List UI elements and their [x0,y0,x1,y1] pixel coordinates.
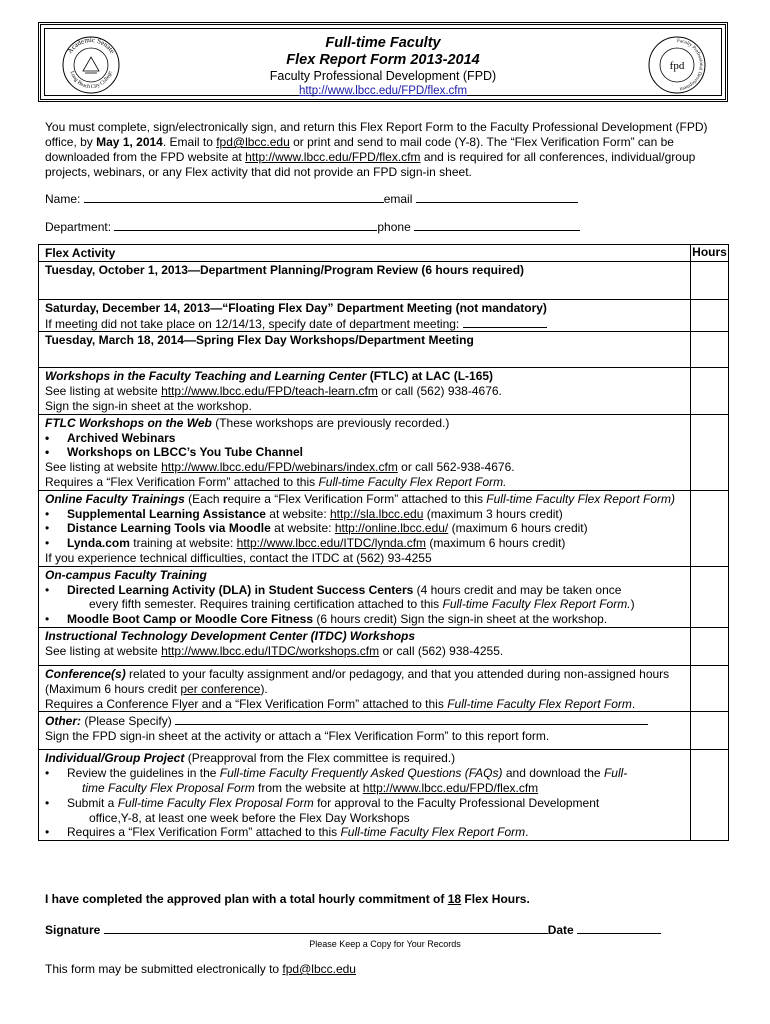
seal-right-ring-text: Faculty Professional Development [676,38,703,91]
project-report-form-name: Full-time Faculty Flex Report Form [340,825,526,840]
table-row [39,665,729,711]
activity-conferences [39,665,691,711]
floating-flex-day-line [45,316,685,332]
activity-spring-flex-day [39,332,691,368]
submit-text: This form may be submitted electronically to [45,962,283,976]
other-specify-field[interactable] [175,713,648,725]
submit-note [45,962,356,977]
itdc-title: Instructional Technology Development Center (ITDC) Workshops [45,628,416,643]
hours-cell-spring-flex-day[interactable] [691,332,729,368]
seal-left-top-text: Academic Senate [65,35,117,56]
table-row [39,261,729,299]
dla-requirement-text: every fifth semester. Requires training certification attached to this [89,597,443,612]
activity-individual-group-project [39,750,691,841]
sla-at-text: at website: [265,506,330,521]
ftlc-title: Workshops in the Faculty Teaching and Learning Center [45,369,367,384]
project-period: . [525,825,529,840]
other-title: Other: [45,714,81,729]
youtube-channel-item: • Workshops on LBCC’s You Tube Channel [45,445,685,460]
moodle-bootcamp-text: (6 hours credit) Sign the sign-in sheet at the workshop. [313,612,608,627]
sla-title: Supplemental Learning Assistance [67,506,266,521]
department-phone-row [45,219,580,235]
form-header [38,22,728,102]
project-requires-text: Requires a “Flex Verification Form” attached to this [67,825,341,840]
table-row [39,414,729,490]
activity-floating-flex-day [39,299,691,332]
project-preapproval-text: (Preapproval from the Flex committee is required.) [184,751,456,766]
fpd-seal [647,35,707,95]
archived-webinars-item: • Archived Webinars [45,431,685,446]
project-review-text: Review the guidelines in the [67,766,220,781]
spring-flex-day-text: Tuesday, March 18, 2014—Spring Flex Day Workshops/Department Meeting [45,333,474,348]
lynda-credit-text: (maximum 6 hours credit) [426,536,566,551]
seal-left-bottom-text: Long Beach City College [68,70,114,91]
submit-email-link[interactable]: fpd@lbcc.edu [282,962,356,976]
commitment-text-end: Flex Hours. [461,892,530,906]
webinars-form-name: Full-time Faculty Flex Report Form. [318,474,507,489]
floating-flex-day-text: If meeting did not take place on 12/14/13, specify date of department meeting: [45,316,463,331]
itdc-url-link[interactable]: http://www.lbcc.edu/ITDC/workshops.cfm [161,643,380,658]
hours-cell-floating-flex-day[interactable] [691,299,729,332]
project-proposal-form-name: Full-time Faculty Flex Proposal Form [117,795,314,810]
activity-online-trainings [39,490,691,566]
ftlc-web-title: FTLC Workshops on the Web [45,415,212,430]
activity-itdc-workshops [39,627,691,665]
moodle-tools-title: Distance Learning Tools via Moodle [67,521,271,536]
sla-credit-text: (maximum 3 hours credit) [423,506,563,521]
webinars-requires-text: Requires a “Flex Verification Form” attached to this [45,474,319,489]
lynda-at-text: training at website: [129,536,237,551]
signature-field[interactable] [104,922,548,934]
phone-label: phone [377,220,411,234]
table-row [39,490,729,566]
ftlc-sign-in-text: Sign the sign-in sheet at the workshop. [45,398,252,413]
table-row [39,566,729,627]
project-proposal-name-b: time Faculty Flex Proposal Form [82,780,255,795]
project-proposal-name-a: Full- [603,766,628,781]
table-header-row [39,245,729,262]
online-trainings-title: Online Faculty Trainings [45,491,185,506]
dla-title: Directed Learning Activity (DLA) in Student Success Centers [67,582,414,597]
project-submit-text: Submit a [67,795,118,810]
total-hours-value: 18 [447,892,462,906]
conferences-close: ). [260,681,268,696]
ftlc-location: (FTLC) at LAC (L-165) [366,369,494,384]
signature-label: Signature [45,923,101,937]
lynda-url-link[interactable]: http://www.lbcc.edu/ITDC/lynda.cfm [236,536,427,551]
activity-planning-day-text: Tuesday, October 1, 2013—Department Planning/Program Review (6 hours required) [45,262,525,277]
conferences-period: . [631,696,636,711]
hours-cell-itdc-workshops[interactable] [691,627,729,665]
conferences-form-name: Full-time Faculty Flex Report Form [447,696,632,711]
meeting-date-field[interactable] [463,316,547,328]
table-row [39,368,729,414]
header-url-link[interactable]: http://www.lbcc.edu/FPD/flex.cfm [298,85,468,97]
hours-cell-conferences[interactable] [691,665,729,711]
intro-text-1: You must complete, sign/electronically sign, and return this Flex Report Form to the Faculty Professional Development (FPD) office, by [45,120,708,149]
activity-ftlc-web [39,414,691,490]
activity-on-campus-training [39,566,691,627]
moodle-bootcamp-title: Moodle Boot Camp or Moodle Core Fitness [67,612,314,627]
conferences-requires-text: Requires a Conference Flyer and a “Flex Verification Form” attached to this [45,696,448,711]
intro-text-4: and is required for all conferences, individual/group projects, webinars, or any Flex activity that did not provide an FPD sign-in sheet. [45,150,696,179]
project-url-link[interactable]: http://www.lbcc.edu/FPD/flex.cfm [362,780,539,795]
flex-activity-table [38,244,729,841]
phone-field[interactable] [414,219,580,231]
form-title-line2: Flex Report Form 2013-2014 [286,52,480,68]
deadline: May 1, 2014 [96,135,163,149]
online-trainings-note-a: (Each [184,491,223,506]
sla-url-link[interactable]: http://sla.lbcc.edu [329,506,424,521]
date-label: Date [547,923,574,937]
department-field[interactable] [114,219,377,231]
intro-url-link[interactable]: http://www.lbcc.edu/FPD/flex.cfm [245,150,421,164]
itdc-phone-text: or call (562) 938-4255. [379,643,504,658]
ftlc-phone-text: or call (562) 938-4676. [377,384,502,399]
intro-text-2: . Email to [162,135,217,149]
itdc-listing-text: See listing at website [45,643,162,658]
activity-ftlc-workshops [39,368,691,414]
conferences-title: Conference(s) [45,666,126,681]
name-label: Name: [45,192,81,206]
lynda-title: Lynda.com [67,536,130,551]
webinars-phone-text: or call 562-938-4676. [397,460,515,475]
other-specify-text: (Please Specify) [81,714,176,729]
dla-form-name: Full-time Faculty Flex Report Form. [442,597,631,612]
table-row [39,332,729,368]
commitment-statement [45,892,530,907]
dla-close-paren: ) [630,597,635,612]
other-sign-in-text: Sign the FPD sign-in sheet at the activity or attach a “Flex Verification Form” to this report form. [45,729,550,744]
project-website-text: from the website at [254,780,363,795]
hours-cell-ftlc-workshops[interactable] [691,368,729,414]
name-field[interactable] [84,191,384,203]
online-trainings-note-b: r [222,491,228,506]
floating-flex-day-title: Saturday, December 14, 2013—“Floating Flex Day” Department Meeting (not mandatory) [45,300,547,315]
moodle-tools-url-link[interactable]: http://online.lbcc.edu/ [334,521,449,536]
form-header-inner-border [44,28,722,96]
on-campus-title: On-campus Faculty Training [45,567,207,582]
project-faq-name: Full-time Faculty Frequently Asked Questions (FAQs) [219,766,503,781]
table-row [39,627,729,665]
table-row [39,750,729,841]
table-row [39,712,729,750]
hours-cell-ftlc-web[interactable] [691,414,729,490]
project-office-text: office,Y-8, at least one week before the Flex Day Workshops [89,810,410,825]
activity-planning-day [39,261,691,299]
name-email-row [45,191,578,207]
hours-cell-on-campus-training[interactable] [691,566,729,627]
conferences-per-conference: per conference [180,681,261,696]
project-title: Individual/Group Project [45,751,185,766]
form-header-text [45,35,721,98]
signature-date-row [45,922,661,938]
activity-other [39,712,691,750]
keep-copy-note: Please Keep a Copy for Your Records [309,939,461,949]
form-title-line1: Full-time Faculty [325,35,441,51]
project-approval-text: for approval to the Faculty Professional Development [313,795,600,810]
ftlc-web-note: (These workshops are previously recorded.) [211,415,450,430]
department-label: Department: [45,220,112,234]
dla-credit-text: (4 hours credit and may be taken once [413,582,622,597]
ftlc-listing-text: See listing at website [45,384,162,399]
col-header-activity: Flex Activity [39,245,691,262]
col-header-hours: Hours [691,245,729,262]
conferences-description: related to your faculty assignment and/or pedagogy, and that you attended during non-assigned hours (Maximum 6 hours credit [45,666,670,696]
project-download-text: and download the [502,766,604,781]
webinars-listing-text: See listing at website [45,460,162,475]
intro-text-3: or print and send to mail code (Y-8). The “Flex Verification Form” can be downloaded from the FPD website at [45,135,674,164]
itdc-contact-text: If you experience technical difficulties, contact the ITDC at (562) 93-4255 [45,550,432,565]
intro-email-link[interactable]: fpd@lbcc.edu [216,135,290,149]
moodle-tools-credit-text: (maximum 6 hours credit) [448,521,588,536]
instructions-paragraph [45,120,725,180]
hours-cell-planning-day[interactable] [691,261,729,299]
seal-right-center-text: fpd [669,60,685,72]
online-trainings-form-name: Full-time Faculty Flex Report Form) [486,491,675,506]
table-row [39,299,729,332]
email-field[interactable] [416,191,578,203]
moodle-tools-at-text: at website: [270,521,335,536]
form-subtitle: Faculty Professional Development (FPD) [269,69,497,83]
hours-cell-other[interactable] [691,712,729,750]
hours-cell-online-trainings[interactable] [691,490,729,566]
hours-cell-individual-project[interactable] [691,750,729,841]
commitment-text: I have completed the approved plan with a total hourly commitment of [45,892,448,906]
online-trainings-note-c: equire a “Flex Verification Form” attached to this [227,491,487,506]
webinars-url-link[interactable]: http://www.lbcc.edu/FPD/webinars/index.cfm [161,460,398,475]
email-label: email [383,192,413,206]
ftlc-url-link[interactable]: http://www.lbcc.edu/FPD/teach-learn.cfm [161,384,378,399]
date-field[interactable] [577,922,661,934]
